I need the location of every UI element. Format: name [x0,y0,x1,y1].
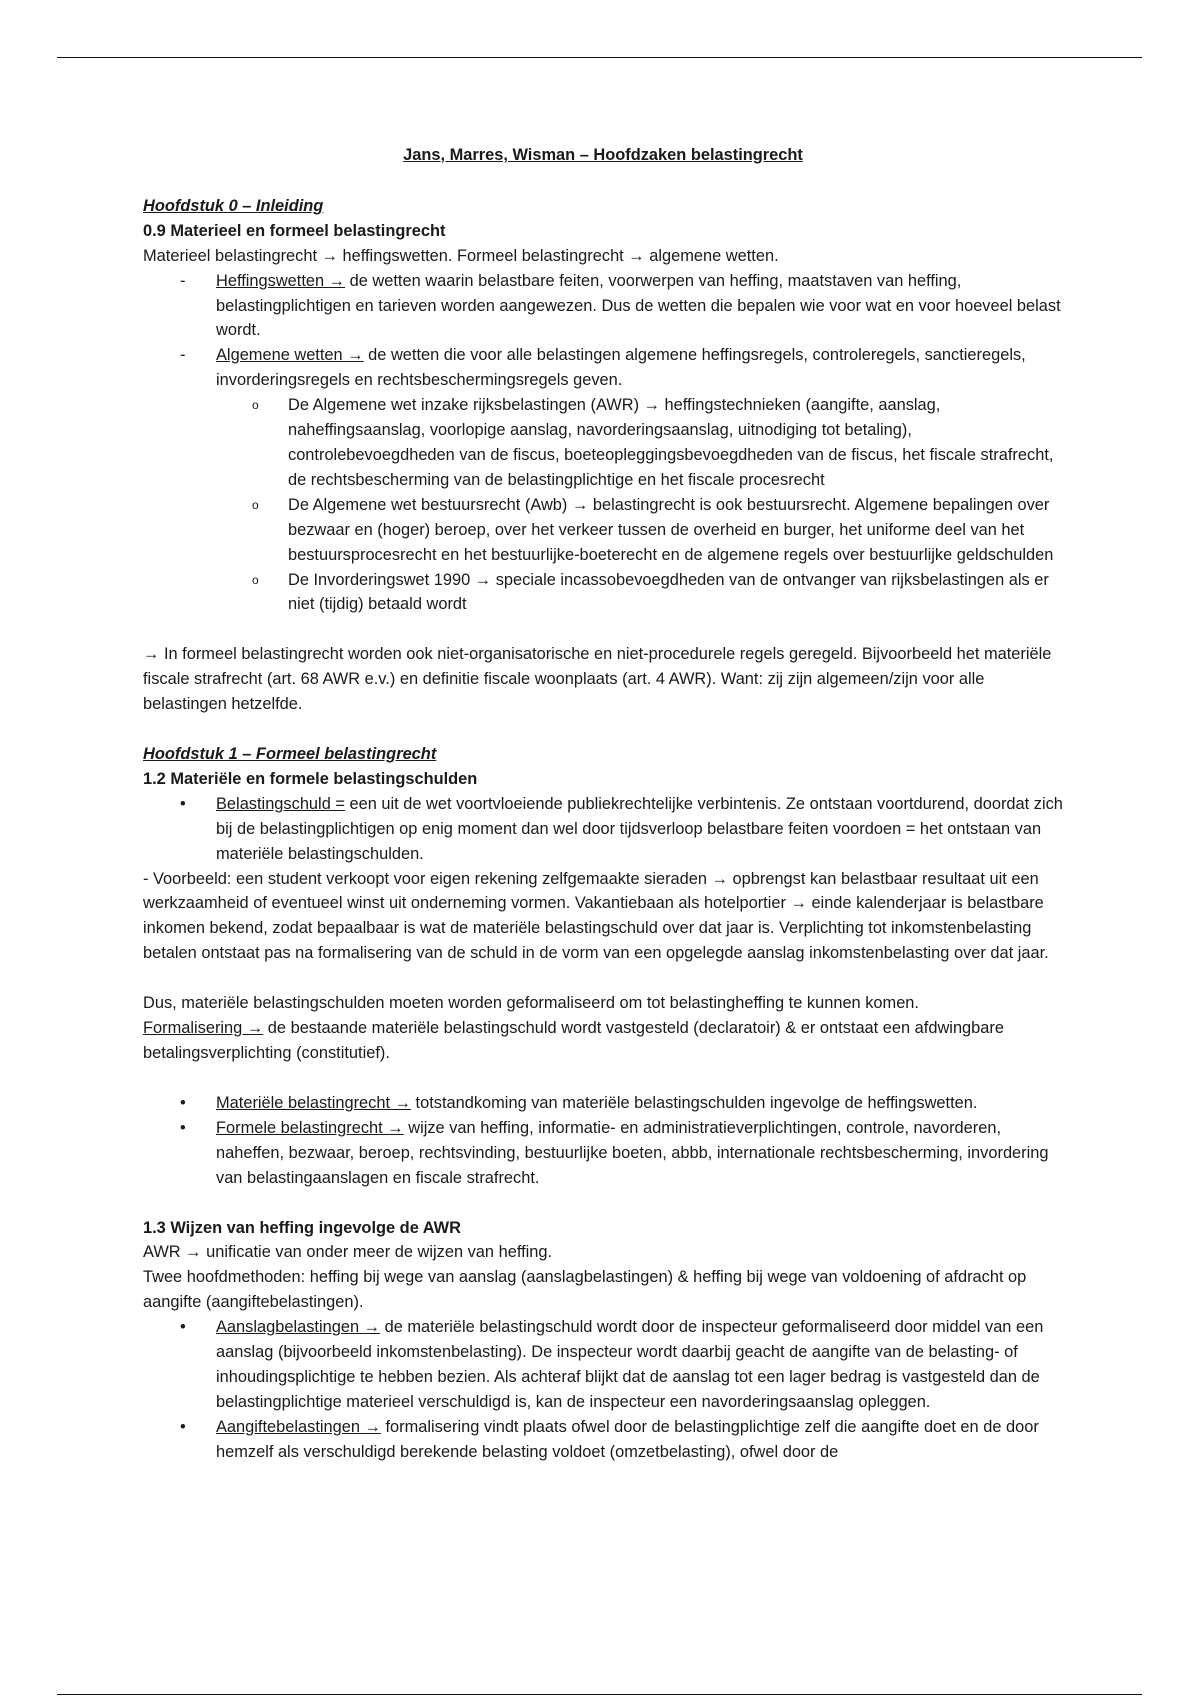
example-paragraph: - Voorbeeld: een student verkoopt voor eigen rekening zelfgemaakte sieraden → opbrengst kan belastbaar resultaat uit een werkzaamheid of eventueel winst uit onderneming vormen. Vakantiebaan als hotelportier → einde kalenderjaar is belastbare inkomen bekend, zodat bepaalbaar is wat de materiële belastingschuld over dat jaar is. Verplichting tot inkomstenbelasting betalen ontstaat pas na formalisering van de schuld in de vorm van een opgelegde aanslag inkomstenbelasting over dat jaar. [143,869,1049,963]
list-item [143,1091,1063,1116]
term: Formele belastingrecht → [216,1118,404,1137]
definition: de bestaande materiële belastingschuld wordt vastgesteld (declaratoir) & er ontstaat een afdwingbare betalingsverplichting (constitutief). [143,1019,1004,1062]
sub-list-item [143,393,1063,493]
term: Belastingschuld = [216,794,345,813]
ch0-list [143,269,1063,618]
circle-bullet: o [252,572,259,587]
term: Materiële belastingrecht → [216,1093,411,1112]
definition: wijze van heffing, informatie- en administratieverplichtingen, controle, navorderen, naheffen, bezwaar, beroep, rechtsvinding, bestuurlijke boeten, abbb, internationale rechtsbescherming, invordering van belastingaanslagen en fiscale strafrecht. [216,1118,1049,1187]
definition: formalisering vindt plaats ofwel door de belastingplichtige zelf die aangifte doet en de door hemzelf als verschuldigd berekende belasting voldoet (omzetbelasting), ofwel door de [216,1417,1039,1461]
definition: de materiële belastingschuld wordt door de inspecteur geformaliseerd door middel van een aanslag (bijvoorbeeld inkomstenbelasting). De inspecteur wordt daarbij geacht de aangifte van de belasting- of inhoudingsplichtige te hebben bezien. Als achteraf blijkt dat de aanslag tot een lager bedrag is vastgesteld dan de belastingplichtige materieel verschuldigd is, kan de inspecteur een navorderingsaanslag opleggen. [216,1318,1044,1411]
bullet: • [180,1417,186,1436]
sub-item-text: De Invorderingswet 1990 → speciale incassobevoegdheden van de ontvanger van rijksbelastingen als er niet (tijdig) betaald wordt [288,570,1049,614]
bullet: • [180,1093,186,1112]
term: Aangiftebelastingen → [216,1417,381,1436]
list-item [143,1116,1063,1191]
s12-list [143,792,1063,867]
document-page [143,143,1063,1465]
bullet: • [180,1318,186,1337]
spacer [143,1066,1063,1091]
sub-item-text: De Algemene wet inzake rijksbelastingen (AWR) → heffingstechnieken (aangifte, aanslag, naheffingsaanslag, voorlopige aanslag, navorderingsaanslag, uitnodiging tot betaling), controlebevoegdheden van de fiscus, boeteopleggingsbevoegdheden van de fiscus, het fiscale strafrecht, de rechtsbescherming van de belastingplichtige en het fiscale procesrecht [288,396,1054,489]
term: Algemene wetten → [216,346,364,365]
section-0-9-heading: 0.9 Materieel en formeel belastingrecht [143,221,446,240]
list-item [143,792,1063,867]
spacer [143,617,1063,642]
dash-bullet: - [180,346,186,365]
definition: een uit de wet voortvloeiende publiekrechtelijke verbintenis. Ze ontstaan voortdurend, doordat zich bij de belastingplichtigen op enig moment dan wel door tijdsverloop belastbare feiten voordoen = het ontstaan van materiële belastingschulden. [216,794,1063,863]
list-item [143,1415,1063,1465]
section-0-9-intro: Materieel belastingrecht → heffingswetten. Formeel belastingrecht → algemene wetten. [143,246,779,265]
definition: totstandkoming van materiële belastingschulden ingevolge de heffingswetten. [410,1093,978,1112]
s13-line-1: AWR → unificatie van onder meer de wijzen van heffing. [143,1243,553,1262]
dash-bullet: - [180,271,186,290]
bullet: • [180,1118,186,1137]
chapter-0-heading: Hoofdstuk 0 – Inleiding [143,196,324,215]
chapter-1-heading: Hoofdstuk 1 – Formeel belastingrecht [143,745,437,764]
footer-rule [57,1694,1142,1695]
sub-list-item [143,568,1063,618]
term: Heffingswetten → [216,271,346,290]
list-item [143,343,1063,393]
dus-paragraph: Dus, materiële belastingschulden moeten worden geformaliseerd om tot belastingheffing te kunnen komen. [143,994,919,1013]
definition: de wetten die voor alle belastingen algemene heffingsregels, controleregels, sanctieregels, invorderingsregels en rechtsbeschermingsregels geven. [216,346,1026,390]
s13-list [143,1315,1063,1464]
ch0-closing-paragraph: → In formeel belastingrecht worden ook niet-organisatorische en niet-procedurele regels geregeld. Bijvoorbeeld het materiële fiscale strafrecht (art. 68 AWR e.v.) en definitie fiscale woonplaats (art. 4 AWR). Want: zij zijn algemeen/zijn voor alle belastingen hetzelfde. [143,645,1052,714]
spacer [143,1191,1063,1216]
bullet: • [180,794,186,813]
sub-list-item [143,493,1063,568]
definition: de wetten waarin belastbare feiten, voorwerpen van heffing, maatstaven van heffing, belastingplichtigen en tarieven worden aangewezen. Dus de wetten die bepalen wie voor wat en voor hoeveel belast wordt. [216,271,1061,340]
section-1-2-heading: 1.2 Materiële en formele belastingschulden [143,769,478,788]
term: Aanslagbelastingen → [216,1318,381,1337]
circle-bullet: o [252,497,259,512]
spacer [143,717,1063,742]
sub-item-text: De Algemene wet bestuursrecht (Awb) → belastingrecht is ook bestuursrecht. Algemene bepalingen over bezwaar en (hoger) beroep, over het verkeer tussen de overheid en burger, het uniforme deel van het bestuursprocesrecht en het bestuurlijke-boeterecht en de algemene regels over bestuurlijke geldschulden [288,495,1054,564]
term: Formalisering → [143,1019,264,1038]
circle-bullet: o [252,398,259,413]
s13-line-2: Twee hoofdmethoden: heffing bij wege van aanslag (aanslagbelastingen) & heffing bij wege van voldoening of afdracht op aangifte (aangiftebelastingen). [143,1268,1027,1312]
document-title: Jans, Marres, Wisman – Hoofdzaken belastingrecht [403,146,803,164]
header-rule [57,57,1142,58]
list-item [143,1315,1063,1415]
list-item [143,269,1063,344]
spacer [143,966,1063,991]
s12-terms-list [143,1091,1063,1191]
section-1-3-heading: 1.3 Wijzen van heffing ingevolge de AWR [143,1218,461,1237]
formalisering-paragraph [143,1016,1063,1066]
